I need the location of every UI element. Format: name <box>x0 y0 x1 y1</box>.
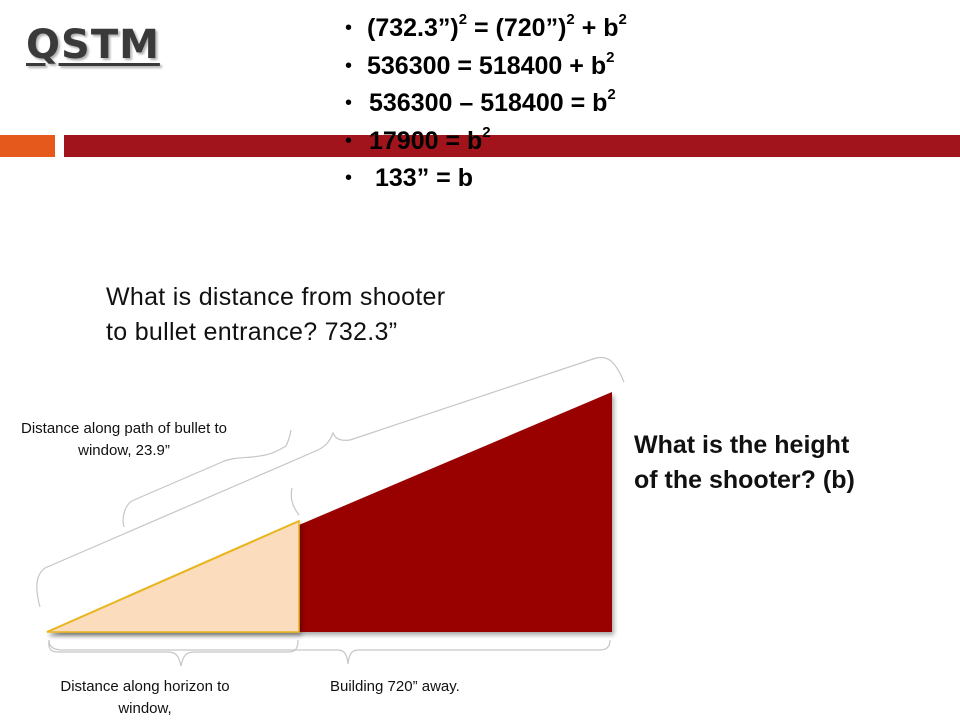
question-distance: What is distance from shooter to bullet entrance? 732.3” <box>106 283 446 346</box>
path-to-window-brace-end <box>291 488 299 515</box>
horizon-brace <box>49 640 298 666</box>
eq1-exp-c: 2 <box>618 11 627 28</box>
label-path-to-window: Distance along path of bullet to window, 23.9” <box>21 420 227 459</box>
eq3-term: 536300 – 518400 = b <box>369 89 608 117</box>
label-building-distance: Building 720” away. <box>330 678 460 695</box>
eq3-exp: 2 <box>607 86 616 103</box>
eq1-exp-a: 2 <box>458 11 468 28</box>
eq1-term-a: (732.3”) <box>367 14 459 42</box>
eq2-term: 536300 = 518400 + b <box>367 51 607 80</box>
question-height: What is the height of the shooter? (b) <box>634 431 855 494</box>
eq4-term: 17900 = b <box>369 126 483 155</box>
eq2-exp: 2 <box>606 48 615 66</box>
logo-text: QSTM <box>26 22 160 68</box>
eq1-term-c: + b <box>574 14 619 42</box>
eq1-term-b: = (720”) <box>467 14 567 42</box>
eq4-exp: 2 <box>482 123 491 141</box>
label-horizon-to-window: Distance along horizon to window, <box>60 678 230 717</box>
eq1-exp-b: 2 <box>566 11 575 28</box>
eq5-term: 133” = b <box>375 164 473 192</box>
